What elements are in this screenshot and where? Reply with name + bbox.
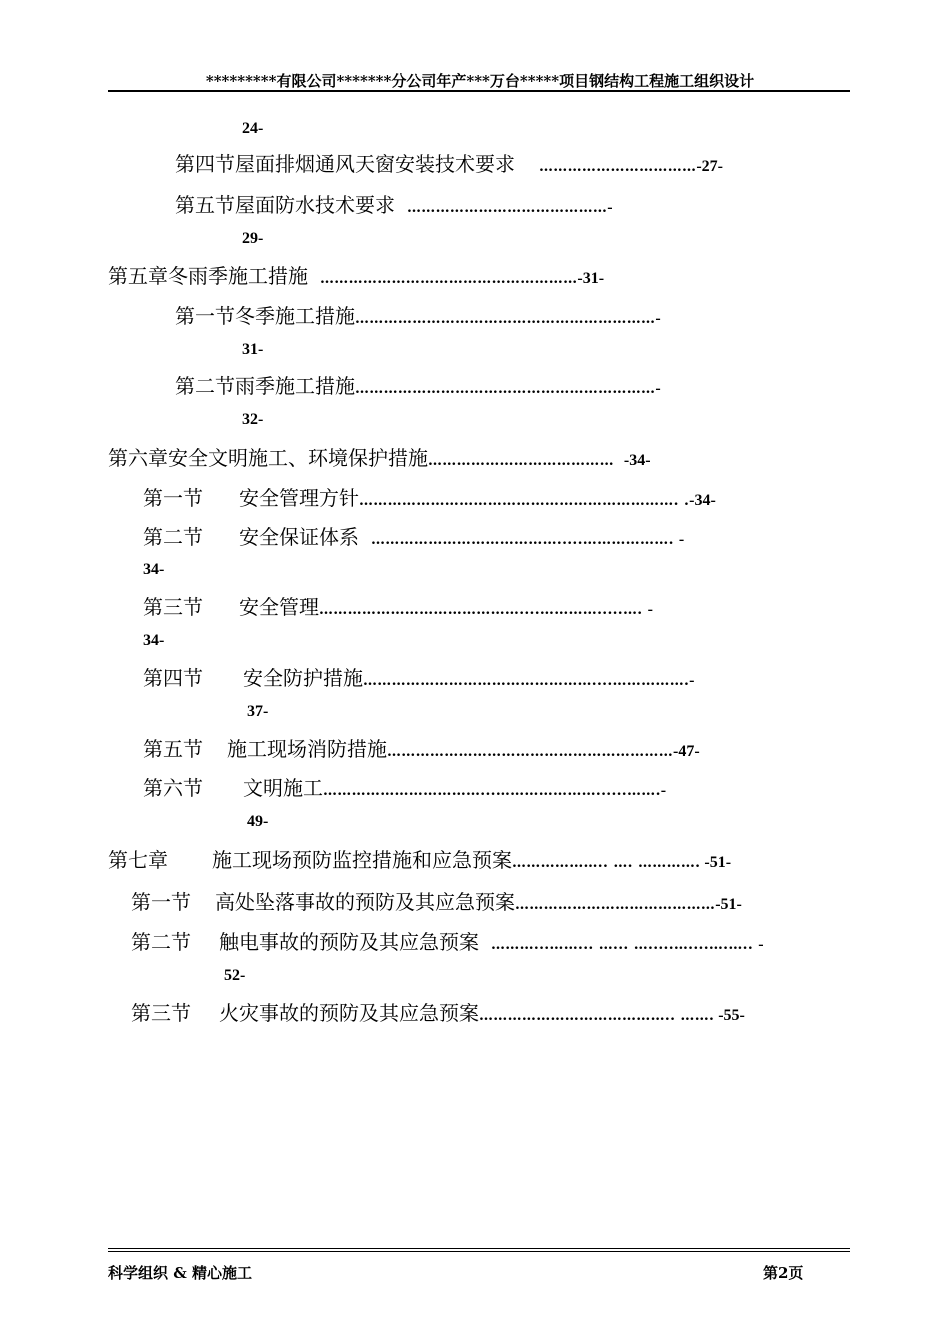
toc-entry-subtitle: 施工现场预防监控措施和应急预案 xyxy=(212,848,512,872)
toc-entry-page: - xyxy=(647,601,653,618)
toc-entry-subtitle: 安全管理方针 xyxy=(239,486,359,510)
toc-leader-dots: ……………….. …. …………. xyxy=(512,855,701,871)
toc-entry[interactable] xyxy=(108,446,651,473)
toc-entry-title: 第六章安全文明施工、环境保护措施 xyxy=(108,446,428,470)
toc-entry-page: -31- xyxy=(577,270,605,287)
toc-entry-page-wrap: 31- xyxy=(242,341,264,358)
toc-entry-page: - xyxy=(655,380,661,397)
toc-entry-subtitle: 触电事故的预防及其应急预案 xyxy=(219,930,479,954)
toc-entry-page: -47- xyxy=(673,743,700,760)
toc-entry[interactable] xyxy=(175,152,723,179)
toc-leader-dots: …………………………………………....……………. xyxy=(363,673,690,689)
toc-entry[interactable] xyxy=(143,486,716,513)
toc-entry-page: - xyxy=(607,199,613,216)
toc-entry-title: 第三节 xyxy=(131,1001,191,1025)
toc-entry[interactable] xyxy=(143,666,695,693)
toc-entry-title: 第四节屋面排烟通风天窗安装技术要求 xyxy=(175,152,515,176)
toc-leader-dots: …………………………………………………………. . xyxy=(359,493,690,509)
toc-entry-title: 第二节 xyxy=(143,525,203,549)
toc-entry-page: - xyxy=(689,672,695,689)
toc-entry-page: -51- xyxy=(715,896,742,913)
document-header-title: *********有限公司*******分公司年产***万台*****项目钢结构工程施工组织设计 xyxy=(205,72,755,90)
footer-divider xyxy=(108,1248,850,1249)
toc-entry-subtitle: 安全保证体系 xyxy=(239,525,359,549)
toc-leader-dots: ……………………………………………………… xyxy=(355,311,656,327)
toc-entry-page: -27- xyxy=(696,158,723,175)
toc-entry-title: 第五章冬雨季施工措施 xyxy=(108,264,308,288)
toc-entry-page-wrap: 49- xyxy=(247,813,269,830)
footer-slogan: 科学组织 & 精心施工 xyxy=(108,1264,252,1282)
toc-entry-page: - xyxy=(678,531,685,548)
toc-leader-dots: …………………………………… xyxy=(515,897,716,913)
toc-entry-title: 第一节 xyxy=(143,486,203,510)
toc-entry-subtitle: 施工现场消防措施 xyxy=(227,737,387,761)
toc-leader-dots: ………………………………….. ……. xyxy=(479,1008,715,1024)
toc-entry-page-wrap: 32- xyxy=(242,411,264,428)
toc-entry-subtitle: 火灾事故的预防及其应急预案 xyxy=(219,1001,479,1025)
toc-entry-subtitle: 高处坠落事故的预防及其应急预案 xyxy=(215,890,515,914)
toc-leader-dots: …………………………………… xyxy=(407,200,608,216)
toc-entry-page: - xyxy=(660,782,667,799)
toc-entry-page: - xyxy=(655,310,661,327)
toc-entry-page-wrap: 52- xyxy=(224,967,246,984)
toc-entry[interactable] xyxy=(108,848,731,875)
toc-leader-dots: ……………………………………………… xyxy=(320,271,578,287)
toc-entry[interactable] xyxy=(108,264,604,291)
toc-leader-dots: ………………………………….....………………. xyxy=(371,532,679,548)
toc-entry[interactable] xyxy=(143,525,684,552)
toc-leader-dots: …………………………… xyxy=(539,159,697,175)
toc-entry[interactable] xyxy=(131,930,764,957)
toc-continuation-page: 24- xyxy=(242,120,264,137)
toc-entry[interactable] xyxy=(143,737,700,764)
toc-entry-page: -51- xyxy=(700,854,732,871)
toc-leader-dots: …………………………………………………… xyxy=(387,744,673,760)
toc-entry-page-wrap: 29- xyxy=(242,230,264,247)
toc-entry[interactable] xyxy=(175,193,613,220)
toc-leader-dots: ……………………………...…………………......……. xyxy=(323,783,661,799)
footer-divider-secondary xyxy=(108,1251,850,1252)
toc-entry-page: -34- xyxy=(623,452,651,469)
toc-leader-dots: ……………………………………....………….....…. xyxy=(319,602,648,618)
toc-leader-dots: ……………………………………………………… xyxy=(355,381,656,397)
toc-entry-title: 第三节 xyxy=(143,595,203,619)
toc-entry-subtitle: 文明施工 xyxy=(243,776,323,800)
toc-entry-page: -34- xyxy=(689,492,716,509)
toc-entry[interactable] xyxy=(131,890,742,917)
toc-entry-page: - xyxy=(758,936,764,953)
toc-entry-title: 第五节屋面防水技术要求 xyxy=(175,193,395,217)
toc-entry-page-wrap: 34- xyxy=(143,561,165,578)
page-number: 第2页 xyxy=(763,1264,804,1282)
toc-entry[interactable] xyxy=(175,374,661,401)
toc-entry[interactable] xyxy=(143,776,666,803)
toc-entry-subtitle: 安全管理 xyxy=(239,595,319,619)
toc-entry-title: 第六节 xyxy=(143,776,203,800)
toc-leader-dots: ………………………………… xyxy=(428,453,614,469)
toc-entry[interactable] xyxy=(131,1001,745,1028)
header-divider xyxy=(108,90,850,92)
toc-entry-title: 第二节雨季施工措施 xyxy=(175,374,355,398)
toc-entry-title: 第一节 xyxy=(131,890,191,914)
toc-entry-page-wrap: 34- xyxy=(143,632,165,649)
toc-leader-dots: ………...……... …... ….....…....….….. xyxy=(491,937,759,953)
toc-entry[interactable] xyxy=(175,304,661,331)
toc-entry-title: 第一节冬季施工措施 xyxy=(175,304,355,328)
toc-entry-subtitle: 安全防护措施 xyxy=(243,666,363,690)
toc-entry[interactable] xyxy=(143,595,653,622)
toc-entry-title: 第七章 xyxy=(108,848,168,872)
toc-entry-page-wrap: 37- xyxy=(247,703,269,720)
toc-entry-page: -55- xyxy=(714,1007,745,1024)
toc-entry-title: 第二节 xyxy=(131,930,191,954)
toc-entry-title: 第四节 xyxy=(143,666,203,690)
toc-entry-title: 第五节 xyxy=(143,737,203,761)
